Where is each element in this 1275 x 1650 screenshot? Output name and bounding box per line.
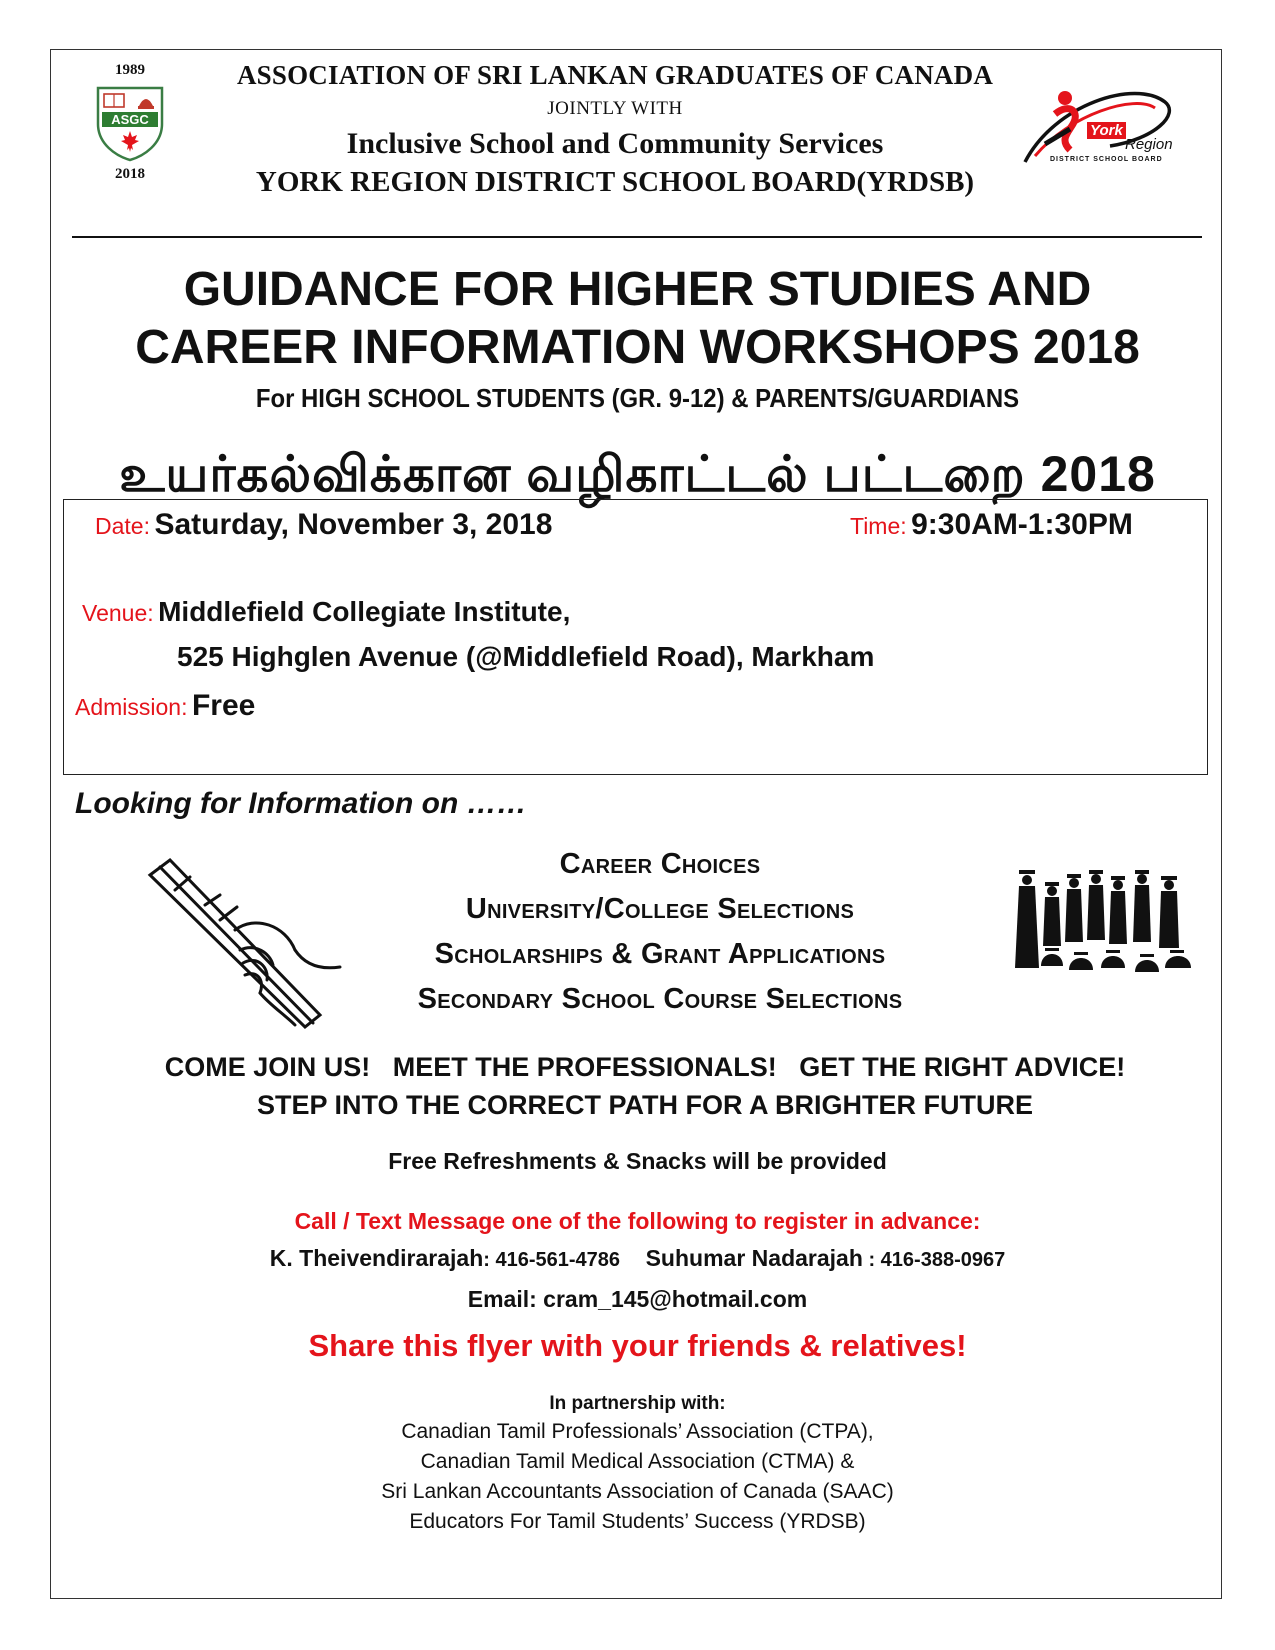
org-name: ASSOCIATION OF SRI LANKAN GRADUATES OF CANADA [236, 60, 994, 90]
share-message: Share this flyer with your friends & relatives! [308, 1328, 967, 1363]
diploma-scroll-icon [145, 855, 345, 1030]
topic-item: Secondary School Course Selections [417, 983, 903, 1015]
contact-name-2: Suhumar Nadarajah [645, 1245, 863, 1271]
time-value: 9:30AM-1:30PM [911, 508, 1133, 541]
topic-item: Career Choices [559, 848, 761, 880]
refreshments-note: Free Refreshments & Snacks will be provided [388, 1148, 887, 1174]
date-value: Saturday, November 3, 2018 [154, 508, 553, 541]
partner-item: Canadian Tamil Professionals’ Association (CTPA), [401, 1420, 874, 1443]
logo-year-bottom: 2018 [115, 166, 145, 182]
asgc-logo [88, 62, 172, 192]
cta-line-2: STEP INTO THE CORRECT PATH FOR A BRIGHTER FUTURE [256, 1090, 1033, 1120]
partner-item: Canadian Tamil Medical Association (CTMA) & [420, 1450, 855, 1473]
partner-item: Sri Lankan Accountants Association of Canada (SAAC) [381, 1480, 894, 1503]
venue-row [82, 596, 570, 628]
contact-email: Email: cram_145@hotmail.com [467, 1286, 808, 1312]
jointly-with: JOINTLY WITH [547, 98, 683, 119]
header-divider [72, 236, 1202, 238]
subtitle: For HIGH SCHOOL STUDENTS (GR. 9-12) & PARENTS/GUARDIANS [255, 383, 1020, 413]
admission-label: Admission: [75, 694, 188, 720]
date-label: Date: [95, 513, 150, 539]
title-line-1: GUIDANCE FOR HIGHER STUDIES AND [183, 263, 1092, 316]
partner-item: Educators For Tamil Students’ Success (YRDSB) [409, 1510, 866, 1533]
time-row [850, 508, 1133, 542]
region-text: Region [1125, 136, 1173, 153]
date-row [95, 508, 552, 542]
tamil-title: உயர்கல்விக்கான வழிகாட்டல் பட்டறை 2018 [119, 446, 1156, 502]
york-text: York [1087, 122, 1126, 139]
time-label: Time: [850, 513, 907, 539]
topic-item: University/College Selections [465, 893, 855, 925]
venue-label: Venue: [82, 600, 154, 626]
looking-for-heading: Looking for Information on …… [75, 787, 527, 820]
contact-phone-1: : 416-561-4786 [483, 1249, 621, 1271]
venue-line-1: Middlefield Collegiate Institute, [158, 596, 571, 627]
logo-text: ASGC [111, 112, 149, 127]
district-board-text: DISTRICT SCHOOL BOARD [1050, 156, 1163, 163]
graduates-silhouette-icon [1015, 868, 1195, 978]
contact-phone-2: : 416-388-0967 [862, 1249, 1006, 1271]
admission-value: Free [191, 689, 256, 722]
service-name: Inclusive School and Community Services [346, 127, 884, 160]
topic-item: Scholarships & Grant Applications [434, 938, 886, 970]
topics-list [330, 842, 990, 1022]
register-note: Call / Text Message one of the following to register in advance: [294, 1208, 981, 1234]
logo-year-top: 1989 [115, 62, 145, 78]
board-name: YORK REGION DISTRICT SCHOOL BOARD(YRDSB) [255, 166, 975, 198]
partners-heading: In partnership with: [549, 1393, 726, 1414]
admission-row [75, 689, 255, 723]
contact-persons [60, 1245, 1215, 1272]
title-line-2: CAREER INFORMATION WORKSHOPS 2018 [135, 321, 1140, 374]
venue-line-2: 525 Highglen Avenue (@Middlefield Road), Markham [177, 641, 875, 672]
asgc-crest-icon [94, 84, 166, 162]
contact-name-1: K. Theivendirarajah [269, 1245, 484, 1271]
cta-line-1: COME JOIN US! MEET THE PROFESSIONALS! GET THE RIGHT ADVICE! [164, 1052, 1126, 1082]
